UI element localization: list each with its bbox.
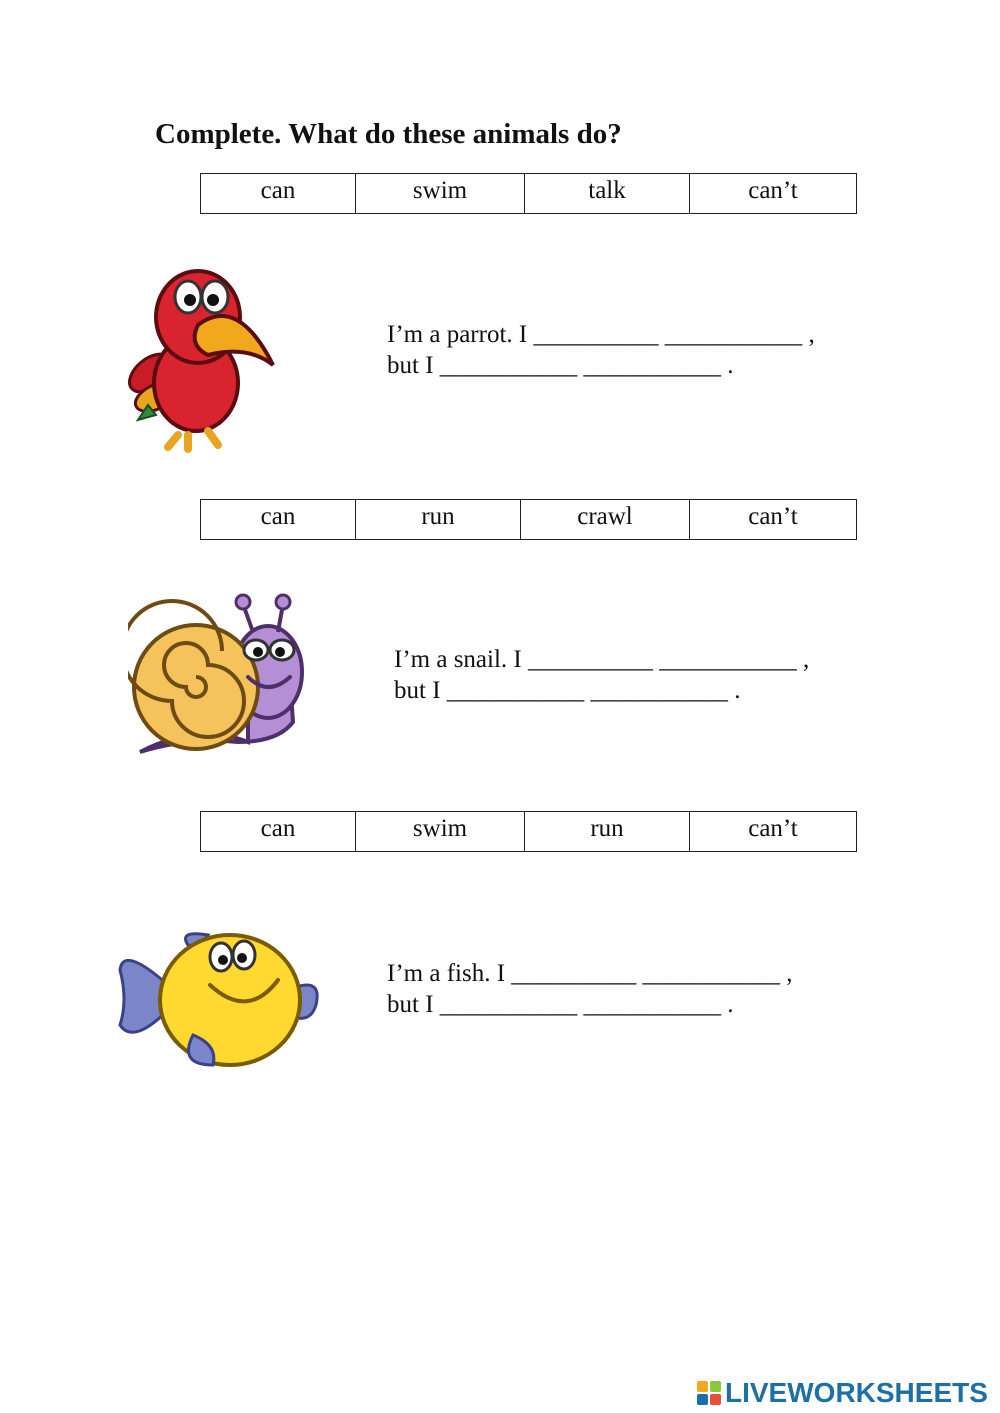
fish-icon (118, 925, 323, 1075)
sentence-line-1: I’m a fish. I __________ ___________ , (387, 960, 793, 987)
sentence-line-1: I’m a parrot. I __________ ___________ , (387, 321, 815, 348)
sentence-line-1: I’m a snail. I __________ ___________ , (394, 646, 810, 673)
word-bank-cell: can (260, 815, 296, 842)
word-bank-cell: can’t (689, 174, 856, 213)
word-bank-cell: run (355, 500, 520, 539)
sentence-line-2: but I ___________ ___________ . (387, 991, 734, 1018)
snail-icon (128, 592, 308, 767)
liveworksheets-logo[interactable] (697, 1377, 988, 1409)
word-bank-cell: swim (355, 174, 524, 213)
liveworksheets-logo-text: LIVEWORKSHEETS (725, 1377, 988, 1408)
word-bank-cell: can’t (689, 812, 856, 851)
word-bank-cell: can (260, 503, 296, 530)
word-bank-cell: swim (355, 812, 524, 851)
word-bank-2 (200, 499, 857, 540)
word-bank-cell: run (524, 812, 689, 851)
word-bank-cell: talk (524, 174, 689, 213)
word-bank-3 (200, 811, 857, 852)
word-bank-cell: can’t (689, 500, 856, 539)
worksheet-title: Complete. What do these animals do? (155, 118, 622, 150)
sentence-line-2: but I ___________ ___________ . (387, 352, 734, 379)
liveworksheets-logo-icon (697, 1381, 721, 1405)
sentence-line-2: but I ___________ ___________ . (394, 677, 741, 704)
word-bank-cell: crawl (520, 500, 689, 539)
parrot-icon (118, 255, 308, 455)
word-bank-cell: can (260, 177, 296, 204)
word-bank-1 (200, 173, 857, 214)
